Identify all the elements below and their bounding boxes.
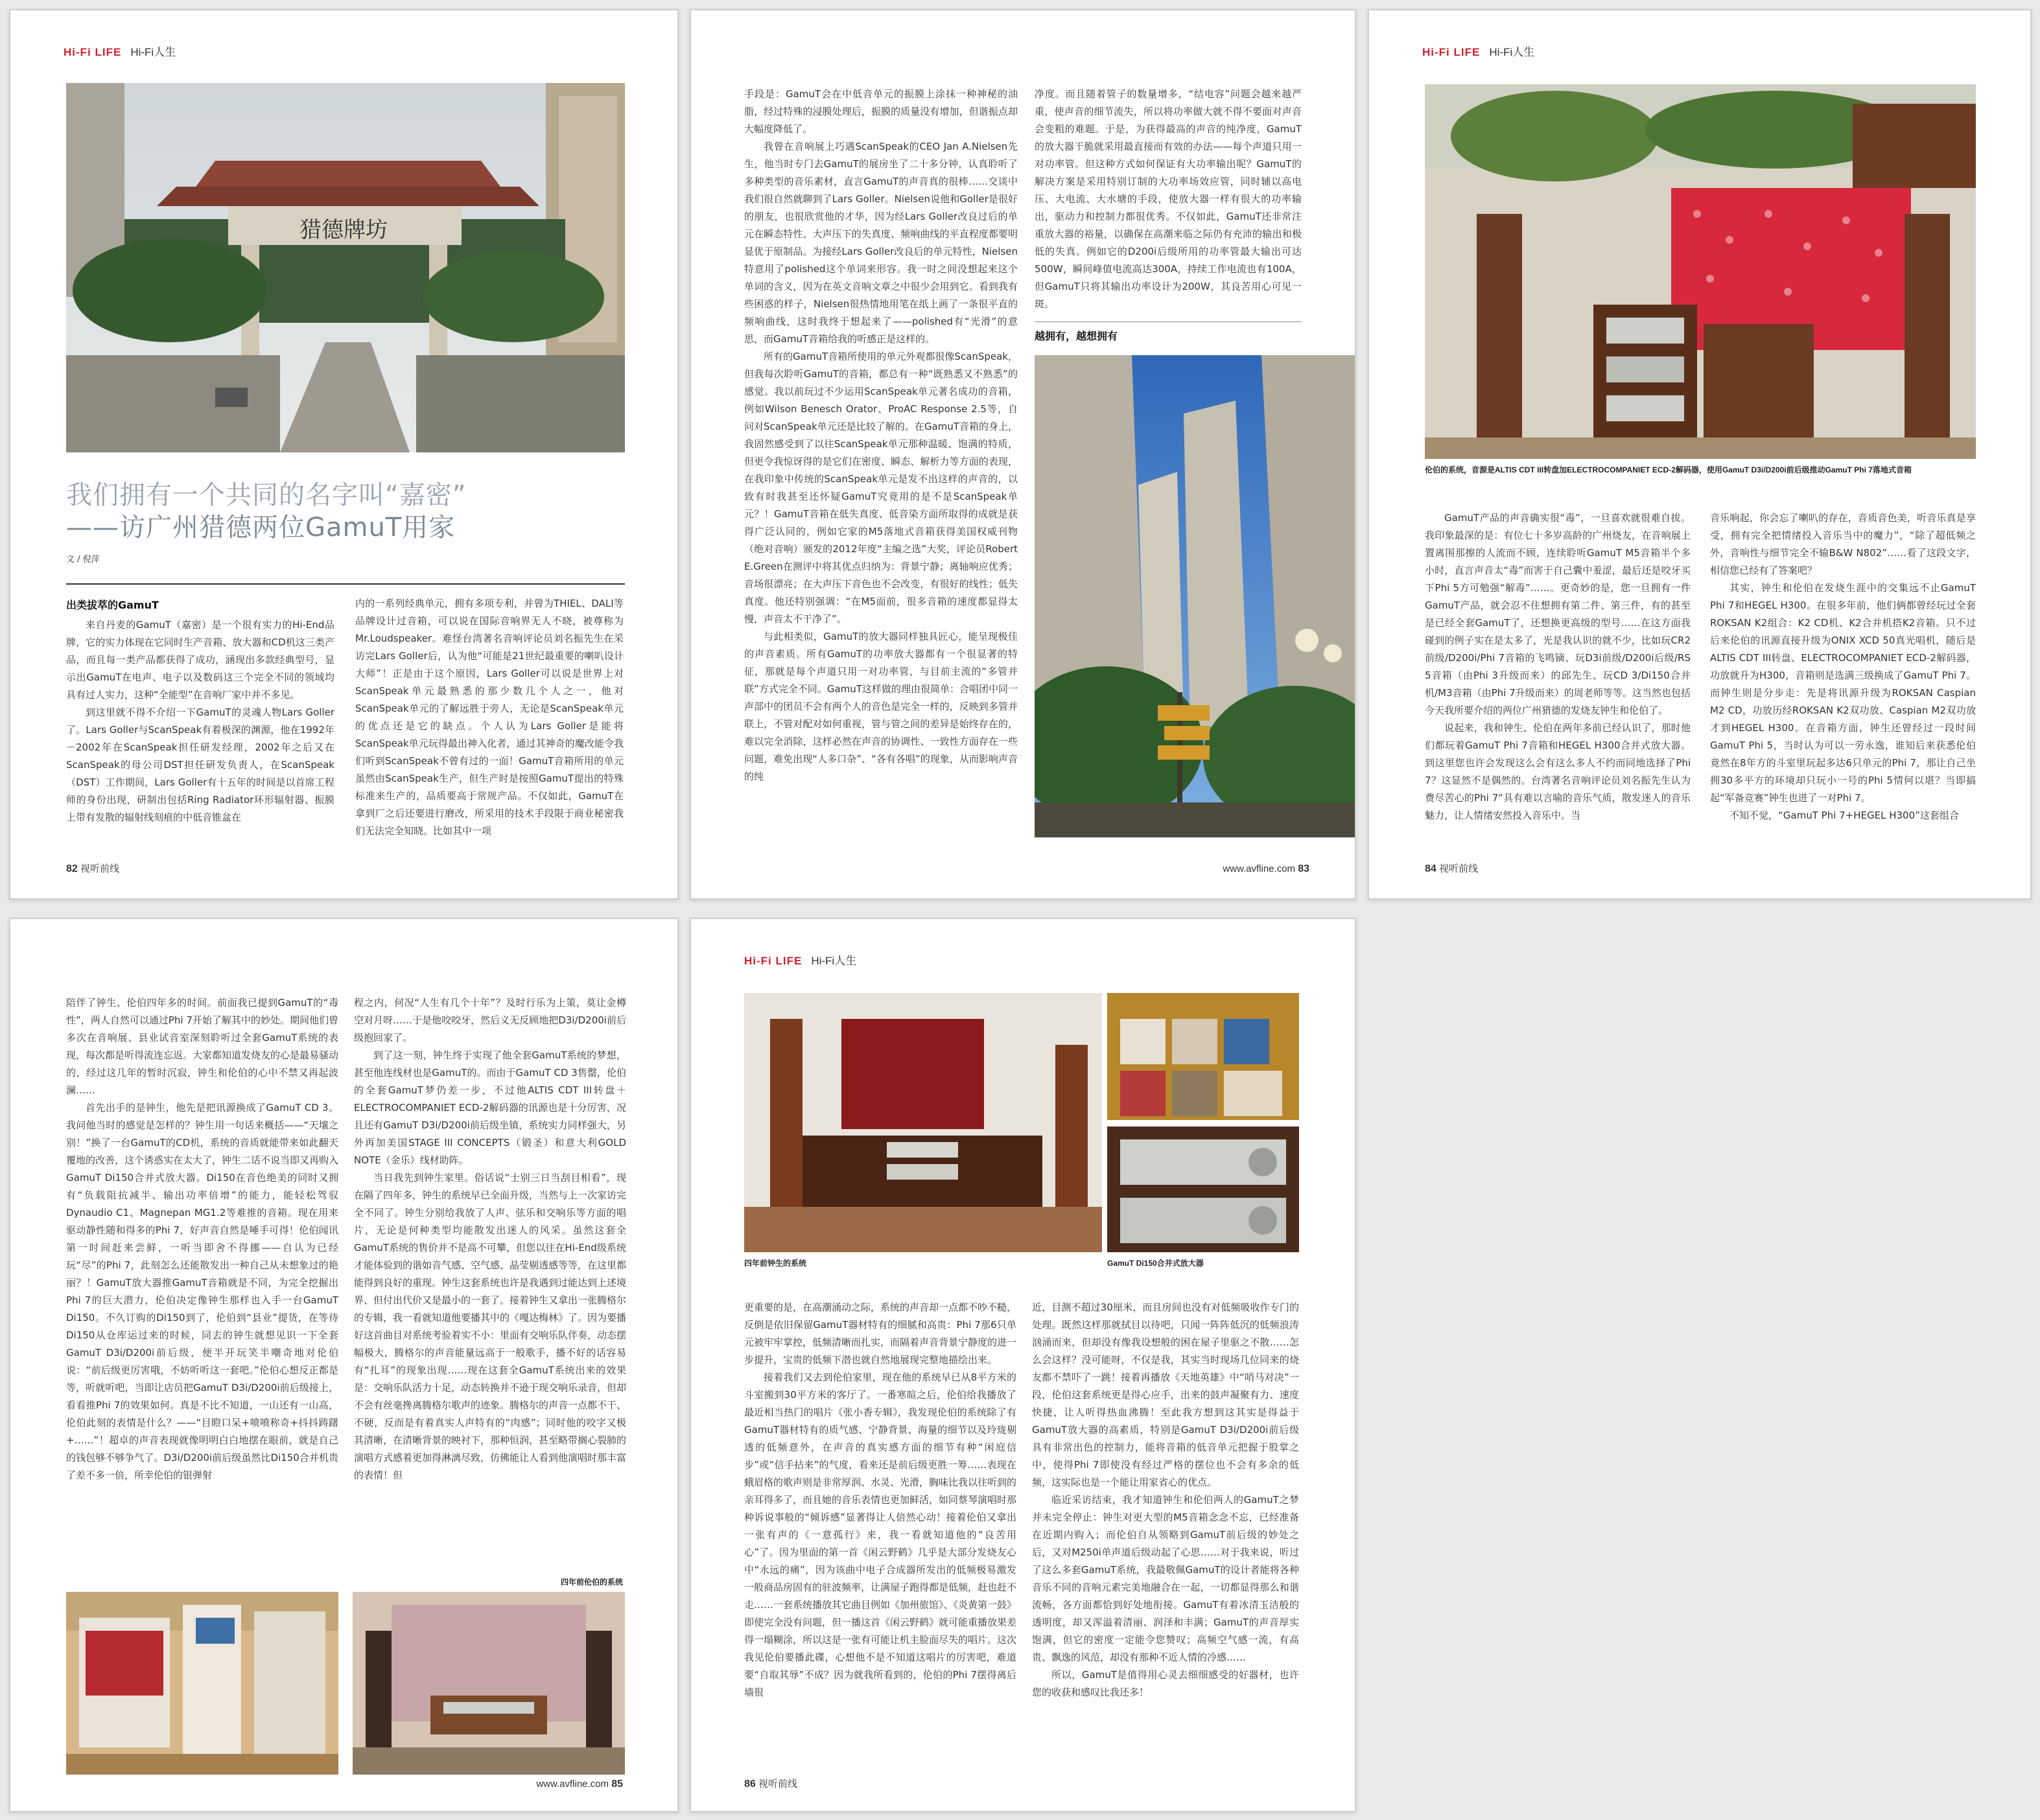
photo-caption: 四年前伦伯的系统	[560, 1578, 623, 1587]
paragraph: 到了这一刻，钟生终于实现了他全套GamuT系统的梦想，甚至他连线材也是GamuT的。而由于GamuT CD 3售罄，伦伯的全套GamuT梦仍差一步，不过他ALTIS CDT III转盘＋ELECTROCOMPANIET ECD-2解码器的讯源也是十分厉害，况且还有GamuT D3i/D200i前后级坐镇，系统实力同样强大，另外再加美国STAGE III CONCEPTS（锻圣）和意大利GOLD NOTE（金乐）线材助阵。	[354, 1049, 626, 1166]
photo-caption-right: GamuT Di150合并式放大器	[1107, 1259, 1204, 1268]
paragraph: 净度。而且随着管子的数量增多，“结电容”问题会越来越严重，使声音的细节流失，所以将功率做大就不得不要面对声音会变粗的难题。于是，为获得最高的声音的纯净度，GamuT的放大器干脆就采用最直接而有效的办法——每个声道只用一对功率管。但这种方式如何保证有大功率输出呢？GamuT的解决方案是采用特别订制的大功率场效应管，同时辅以高电压、大电流、大水塘的手段，使放大器一样有很大的功率输出，驱动力和控制力都很优秀。不仅如此，GamuT还非常注重放大器的裕量，以确保在高潮来临之际仍有充沛的输出和极低的失真。例如它的D200i后级所用的功率管最大输出可达500W，瞬间峰值电流高达300A，持续工作电流也有100A，但GamuT只将其输出功率设计为200W，其良苦用心可见一斑。	[1035, 88, 1302, 310]
paragraph: GamuT产品的声音确实很“毒”，一旦喜欢就很难自拔。我印象最深的是：有位七十多岁高龄的广州烧友，在音响展上置离围那擦的人流而不顾，连续聆听GamuT M5音箱半个多小时，直言声音太“毒”而害于自己囊中羞涩，最后还是咬牙买下Phi 5方可勉强“解毒”……。更奇妙的是，您一旦拥有一件GamuT产品，就会忍不住想拥有第二件、第三件，有的甚至是已经全套GamuT了，还想换更高级的型号……在这方面我碰到的例子实在是太多了，光是我认识的就不少，比如玩CR2前级/D200i/Phi 7音箱的飞鸣镝、玩D3i前级/D200i后级/RS 5音箱（由Phi 3升级而来）的邱先生、玩CD 3/Di150合并机/M3音箱（由Phi 7升级而来）的周老师等等。这当然也包括今天我所要介绍的两位广州猎德的发烧友钟生和伦伯了。	[1425, 512, 1691, 716]
section-title: Hi-Fi人生	[1489, 46, 1535, 58]
body-column-left	[744, 1299, 1016, 1755]
paragraph: 所有的GamuT音箱所使用的单元外观都很像ScanSpeak，但我每次聆听GamuT的音箱，都总有一种“既熟悉又不熟悉”的感觉。我以前玩过不少运用ScanSpeak单元著名成功的音箱，例如Wilson Benesch Orator、ProAC Response 2.5等，自问对ScanSpeak单元还是比较了解的。在GamuT音箱的身上，我固然感受到了以往ScanSpeak单元那种温暖、饱满的特质，但更令我惊讶得的是它们在密度、瞬态、解析力等方面的表现，在我印象中传统的ScanSpeak单元是发不出这样的声音的，以致有时我甚至还怀疑GamuT究竟用的是不是ScanSpeak单元？！GamuT音箱在低失真度、低音染方面所取得的成就是获得广泛认同的，例如它家的M5落地式音箱获得美国权威刊物（绝对音响）颁发的2012年度“主编之选”大奖，评论员Robert E.Green在测评中将其优点归纳为：背景宁静；离轴响应优秀；音场很漂亮；在大声压下音色也不会改变，有很好的线性；低失真度。他还特别强调：“在M5面前，很多音箱的速度都显得太慢，声音太不干净了”。	[744, 351, 1018, 625]
page-header	[64, 43, 176, 59]
paragraph: 我曾在音响展上巧遇ScanSpeak的CEO Jan A.Nielsen先生，他当时专门去GamuT的展房坐了二十多分钟，认真聆听了多种类型的音乐素材，直言GamuT的声音真的很棒……交谈中我们很自然就聊到了Lars Goller。Nielsen说他和Goller是很好的朋友，也很欣赏他的才华，因为经Lars Goller改良过后的单元在瞬态特性、大声压下的失真度、频响曲线的平直程度都要明显优于原制品。为接经Lars Goller改良后的单元特性，Nielsen特意用了polished这个单词来形容。我一时之间没想起来这个单词的含义，因为在英文音响文章之中很少会用到它。看到我有些困惑的样子，Nielsen很热情地用笔在纸上画了一条很平直的频响曲线，这时我终于想起来了——polished有“光滑”的意思，而GamuT音箱给我的听感正是这样的。	[744, 141, 1018, 345]
cd-collection-photo	[1107, 993, 1299, 1120]
body-column-right	[1032, 1299, 1299, 1755]
magazine-name: 视听前线	[80, 863, 119, 874]
body-column-right	[355, 595, 624, 846]
archway-text-left: 猎德牌坊	[299, 217, 388, 243]
body-column-right	[354, 994, 626, 1557]
magazine-page-84	[1368, 9, 2032, 900]
article-title-line1: 我们拥有一个共同的名字叫“嘉密”	[66, 480, 467, 510]
magazine-page-83	[690, 9, 1356, 900]
paragraph: 手段是：GamuT会在中低音单元的振膜上涂抹一种神秘的油脂，经过特殊的浸膜处理后，振膜的质量没有增加，但谐振点却大幅度降低了。	[744, 88, 1018, 135]
zhong-system-photo	[744, 993, 1102, 1252]
paragraph: 与此相类似，GamuT的放大器同样独具匠心，能呈现极佳的声音素质。所有GamuT的功率放大器都有一个很显著的特征，那就是每个声道只用一对功率管，与目前主流的“多管并联”方式完全不同。GamuT这样做的理由很简单：合唱团中同一声部中的团员不会有两个人的音色是完全一样的，反映到多管并联上，不管对配对如何重视，管与管之间的差异是始终存在的，难以完全消除，这样必然在声音的协调性、一致性方面存在一些问题，难免出现“人多口杂”、“各有各唱”的现象，从而影响声音的纯	[744, 631, 1018, 782]
system-photo	[1425, 84, 1976, 459]
section-heading: 越拥有，越想拥有	[1035, 330, 1118, 342]
section-rule	[1035, 321, 1302, 322]
photo-di150-amplifier	[1107, 1126, 1299, 1252]
photo-caption: 伦伯的系统，音源是ALTIS CDT III转盘加ELECTROCOMPANIET ECD-2解码器，使用GamuT D3i/D200i前后级推动GamuT Phi 7落地式音箱	[1425, 465, 1912, 474]
magazine-page-86	[690, 918, 1356, 1812]
magazine-name: 视听前线	[1438, 863, 1478, 874]
cd-stack-photo	[66, 1592, 338, 1775]
body-column-right	[1035, 86, 1302, 319]
body-column-left	[66, 994, 338, 1557]
body-column-left	[1425, 509, 1691, 846]
paragraph: 首先出手的是钟生，他先是把讯源换成了GamuT CD 3。我问他当时的感觉是怎样的？钟生用一句话来概括——“天壤之别！”换了一台GamuT的CD机，系统的音质就能带来如此翻天覆地的改善，这个诱惑实在太大了，钟生二话不说当即又再购入GamuT Di150合并式放大器。Di150在音色绝美的同时又拥有“负载阻抗减半、输出功率倍增”的能力，能轻松驾驭Dynaudio C1、Magnepan MG1.2等难推的音箱。现在用来驱动静性随和得多的Phi 7，好声音自然是唾手可得！伦伯闻讯第一时间赶来尝鲜，一听当即舍不得挪——自认为已经玩“尽”的Phi 7，此刻怎么还能散发出一种自己从未想象过的艳丽？！GamuT放大器推GamuT音箱就是不同，为完全挖掘出Phi 7的巨大潜力，伦伯决定像钟生那样也入手一台GamuT Di150。不久订购的Di150到了，伦伯到“县业”提货，在等待Di150从仓库运过来的时候，同去的钟生就想见识一下全套GamuT D3i/D200i前后级，便半开玩笑半嘲奇地对伦伯说：“前后级更厉害哦，不妨听听这一套吧。”伦伯心想反正都是等，听就听吧，当即让店员把GamuT D3i/D200i前后级接上，看看推Phi 7的效果如何。真是不比不知道，一山还有一山高，伦伯此刻的表情是什么？——“目瞪口呆+喷喷称奇+抖抖踌躇+……”！超卓的声音表现就像明明白白地摆在眼前，就是自己的钱包够不够争气了。D3i/D200i前后级虽然比Di150合并机贵了差不多一倍，所幸伦伯的银弹射	[66, 1102, 338, 1481]
paragraph: 不知不觉，“GamuT Phi 7+HEGEL H300”这套组合	[1729, 810, 1959, 821]
paragraph: 内的一系列经典单元，拥有多项专利，并曾为THIEL、DALI等品牌设计过音箱，可以说在国际音响界无人不晓，被尊称为Mr.Loudspeaker。难怪台湾著名音响评论员刘名振先生在采访完Lars Goller后，认为他“可能是21世纪最重要的喇叭设计大师”！正是由于这个原因，Lars Goller可以说是世界上对ScanSpeak单元最熟悉的那少数几个人之一，他对ScanSpeak单元的了解远胜于旁人，无论是ScanSpeak单元的优点还是它的缺点。个人认为Lars Goller是能将ScanSpeak单元玩得最出神入化者，通过其神奇的魔改能令我们听到ScanSpeak不曾有过的一面！GamuT音箱所用的单元虽然由ScanSpeak生产，但生产时是按照GamuT提出的特殊标准来生产的，品质要高于常规产品。不仅如此，GamuT在拿到厂之后还要进行磨改，所采用的技术手段限于商业秘密我们无法完全知晓。比如其中一项	[355, 598, 624, 837]
paragraph: 临近采访结束，我才知道钟生和伦伯两人的GamuT之梦并未完全停止：钟生对更大型的M5音箱念念不忘，已经准备在近期内购入；而伦伯自从领略到GamuT前后级的妙处之后，又对M250i单声道后级动起了心思……对于我来说，听过了这么多套GamuT系统，我最敬佩GamuT的设计者能将各种音乐不同的音响元素完美地融合在一起，一切都显得那么和谐流畅，各方面都恰到好处地衔接。GamuT有着冰清玉洁般的透明度，却又浑溢着清丽、润泽和丰满；GamuT的声音厚实饱满，但它的密度一定能令您赞叹；高频空气感一流，有高贵、飘逸的风范，却没有那种不近人情的冷感……	[1032, 1494, 1299, 1663]
page-number: 85	[611, 1779, 623, 1790]
paragraph: 更重要的是，在高潮涌动之际，系统的声音却一点都不吵不糙，反倒是依旧保留GamuT器材特有的细腻和高贵：Phi 7那6只单元被牢牢掌控，低频清晰而扎实，而隔着声音背景宁静度的进一步提升，宝贵的低频下潜也就自然地展现完整地描绘出来。	[744, 1301, 1016, 1366]
photo-zhong-system	[744, 993, 1102, 1252]
photo-lunbo-system	[1425, 84, 1976, 459]
brand-logo: Hi-Fi LIFE	[64, 46, 122, 58]
page-number: 82	[66, 863, 78, 874]
body-column-right	[1710, 509, 1976, 846]
page-number: 83	[1298, 863, 1309, 874]
section-title: Hi-Fi人生	[130, 46, 176, 58]
paragraph: 近，目测不超过30厘米，而且房间也没有对低频吸收作专门的处理。既然这样那就拭目以待吧，只闻一阵阵低沉的低频浪涛汹涌而来，但却没有像我设想般的困在屋子里驱之不散……怎么会这样？没可能呀，不仅是我，其实当时现场几位同来的烧友都不禁吓了一跳！接着再播放《天地英雄》中“哨马对决”一段，伦伯这套系统更是得心应手，出来的鼓声凝聚有力、速度快捷，让人听得热血沸腾！至此我方想到这其实是得益于GamuT放大器的高素质，特别是GamuT D3i/D200i前后级具有非常出色的控制力，能将音箱的低音单元把握于股掌之中，使得Phi 7即使没有经过严格的摆位也不会有多余的低频，这实际也是一个能让用家省心的优点。	[1032, 1301, 1299, 1488]
paragraph: 所以，GamuT是值得用心灵去细细感受的好器材，也许您的收获和感叹比我还多！	[1032, 1669, 1299, 1698]
paragraph: 当日我先到钟生家里。俗话说“士别三日当刮目相看”，现在隔了四年多，钟生的系统早已全面升级，当然与上一次家访完全不同了。钟生分别给我放了人声、弦乐和交响乐等方面的唱片，无论是何种类型均能散发出迷人的风采。虽然这套全GamuT系统的售价并不是高不可攀，但您以往在Hi-End级系统才能体验到的谐如音气感、空气感、晶莹剔透感等等，在这里都能得到良好的重现。钟生这套系统也许是我遇到过能达到上述境界、但付出代价又是最小的一套了。接着钟生又拿出一张腾格尔的专辑，我一看就知道他要播其中的《嘎达梅林》了。因为要播好这首曲目对系统考验着实不小：里面有交响乐队伴奏，动态摆幅极大，腾格尔的声音能量远高于一般歌手，播不好的话容易有“扎耳”的现象出现……现在这套全GamuT系统出来的效果是：交响乐队活力十足，动态转换并不逊于现交响乐录音，但却不会有丝毫搀离腾格尔歌声的迹象。腾格尔的声音一点都不干、不硬，反而是有着真实人声特有的“肉感”；同时他的咬字又极其清晰，在清晰背景的映衬下，那种恒润，甚至略带搁心裂肺的演唱方式感着更加得淋漓尽致，仿佛能让人看到他演唱时那丰富的表情！但	[354, 1172, 626, 1481]
paragraph: 来自丹麦的GamuT（嘉密）是一个很有实力的Hi-End品牌，它的实力体现在它同时生产音箱、放大器和CD机这三类产品，而且每一类产品都获得了成功，涵现出多款经典型号，显示出GamuT在电声、电子以及数码这三个完全不同的领域均具有过人实力，这种“全能型”在音响厂家中并不多见。	[66, 619, 334, 701]
page-footer	[744, 1777, 797, 1790]
page-header	[1422, 43, 1534, 59]
body-column-left	[744, 86, 1018, 844]
photo-residential-towers	[1035, 355, 1355, 837]
section-title: Hi-Fi人生	[811, 955, 857, 967]
paragraph: 说起来，我和钟生、伦伯在两年多前已经认识了，那时他们都玩着GamuT Phi 7音箱和HEGEL H300合并式放大器。到这里您也许会发现这么会有这么多人不约而同地选择了Phi 7？这显然不是偶然的。台湾著名音响评论员刘名振先生认为费尽苦心的Phi 7“具有难以言喻的音乐气质，散发迷人的音乐魅力，让人情绪安然投入音乐中。当	[1425, 722, 1691, 821]
photo-old-system	[353, 1592, 625, 1775]
paragraph: 接着我们又去到伦伯家里，现在他的系统早已从8平方米的斗室搬到30平方米的客厅了。一番寒暄之后，伦伯给我播放了最近相当热门的唱片《张小香专辑》，我发现伦伯的系统除了有GamuT器材特有的质气感、宁静背景、海量的细节以及玲珑剔透的低频意外，在声音的真实感方面的细节有种“闲庭信步”或“信手拈来”的气度，看来还是前后级更胜一筹……表现在蛾眉格的歌声则是非常厚润、水灵、光滑，胸味比我以往听到的亲耳得多了，而且她的音乐表情也更加鲜活，如同蔡琴演唱时那种诉说事般的“倾诉感”显著得让人倍然心动！接着伦伯又拿出一张有声的《一意孤行》来，我一看就知道他的“良苦用心”了。因为里面的第一首《闲云野鹤》几乎是大部分发烧友心中“永远的痛”，因为该曲中电子合成器所发出的低频极易激发一般商品房固有的驻波频率，让满屋子跑得都是低频，赶也赶不走……一套系统播放其它曲目例如《加州旅馆》、《炎黄第一鼓》即使完全没有问题，但一播这首《闲云野鹤》就可能重播放果差得一塌糊涂，所以这是一张有可能让机主脸面尽失的唱片。这次我见伦伯要播此碟，心想他不是不知道这唱片的厉害吧，难道要“自取其辱”不成？因为就我所看到的，伦伯的Phi 7摆得离后墙很	[744, 1371, 1016, 1698]
website: www.avfline.com	[536, 1779, 609, 1790]
towers-photo	[1035, 355, 1355, 837]
magazine-page-82	[9, 9, 679, 900]
section-heading: 出类拔萃的GamuT	[66, 599, 159, 611]
page-header	[744, 951, 856, 968]
photo-cd-stack	[66, 1592, 338, 1775]
paragraph: 音乐响起，你会忘了喇叭的存在，音质音色美，听音乐真是享受，拥有完全把情绪投入音乐当中的魔力”，“除了超低频之外，音响性与细节完全不输B&W N802”……看了这段文字，相信您已经有了答案吧？	[1710, 512, 1976, 576]
title-rule	[66, 583, 625, 585]
page-footer	[536, 1779, 623, 1790]
page-footer	[66, 861, 119, 875]
body-column-left	[66, 595, 334, 846]
page-number: 86	[744, 1779, 756, 1790]
magazine-name: 视听前线	[758, 1779, 797, 1790]
paragraph: 到这里就不得不介绍一下GamuT的灵魂人物Lars Goller了。Lars Goller与ScanSpeak有着极深的渊源，他在1992年－2002年在ScanSpeak担任研发经理，2002年之后又在ScanSpeak的母公司DST担任研发负责人，在ScanSpeak（DST）工作期间，Lars Goller有十五年的时间是以首席工程师的身份出现，研制出包括Ring Radiator环形辐射器、振膜上带有发散的辐射线刻痕的中低音锥盆在	[66, 706, 334, 823]
page-number: 84	[1425, 863, 1436, 874]
archway-photo	[66, 83, 625, 452]
page-footer	[1223, 863, 1309, 875]
article-title-line2: ——访广州猎德两位GamuT用家	[66, 513, 456, 542]
website: www.avfline.com	[1223, 863, 1296, 874]
photo-cd-collection	[1107, 993, 1299, 1120]
amplifier-photo	[1107, 1126, 1299, 1252]
old-system-photo	[353, 1592, 625, 1775]
paragraph: 程之内，何况“人生有几个十年”？及时行乐为上策，莫让金樽空对月呀……于是他咬咬牙，然后义无反顾地把D3i/D200i前后级抱回家了。	[354, 997, 626, 1044]
brand-logo: Hi-Fi LIFE	[1422, 46, 1481, 58]
brand-logo: Hi-Fi LIFE	[744, 955, 803, 967]
page-footer	[1425, 861, 1478, 875]
photo-caption-left: 四年前钟生的系统	[744, 1259, 807, 1268]
byline: 文 / 倪萍	[66, 555, 100, 565]
magazine-page-85	[9, 918, 679, 1812]
paragraph: 陪伴了钟生、伦伯四年多的时间。前面我已提到GamuT的“毒性”，两人自然可以通过Phi 7开始了解其中的妙处。期间他们曾多次在音响展、县业试音室深刻聆听过全套GamuT系统的表现，每次都是听得流连忘返。大家都知道发烧友的心是最易骚动的，经过这几年的暂时沉寂，钟生和伦伯的心中不禁又再起波澜……	[66, 997, 338, 1096]
paragraph: 其实，钟生和伦伯在发烧生涯中的交集远不止GamuT Phi 7和HEGEL H300。在很多年前，他们俩都曾经玩过全套ROKSAN K2组合：K2 CD机、K2合并机搭K2音箱。只不过后来伦伯的讯源直接升级为ONIX XCD 50真光唱机，随后是ALTIS CDT III转盘、ELECTROCOMPANIET ECD-2解码器，功放就升为H300，音箱则是选满三级换成了GamuT Phi 7。而钟生则是分步走：先是将讯源升级为ROKSAN Caspian M2 CD，功放历经ROKSAN K2双功放、Caspian M2双功放才到HEGEL H300。在音箱方面，钟生还曾经过一段时间GamuT Phi 5，当时认为可以一劳永逸，谁知后来获悉伦伯竟然在8年方的斗室里玩起多达6只单元的Phi 7，那让自己坐拥30多平方的环境却只玩小一号的Phi 5情何以堪？当即搞起“军备竞赛”钟生也进了一对Phi 7。	[1710, 582, 1976, 804]
photo-liede-archway	[66, 83, 625, 452]
